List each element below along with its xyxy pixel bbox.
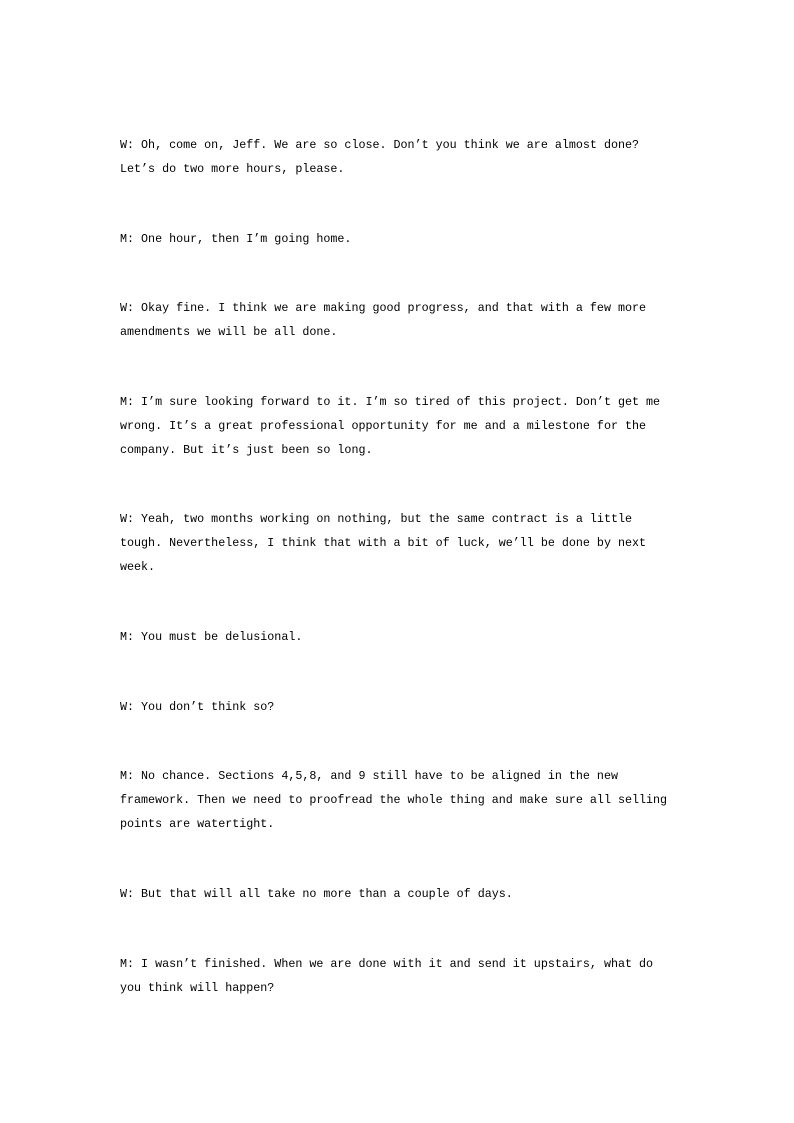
text-line: M: You must be delusional. <box>120 630 303 644</box>
dialogue-paragraph <box>120 882 513 906</box>
dialogue-paragraph <box>120 695 274 719</box>
text-line: you think will happen? <box>120 981 275 995</box>
text-line: W: You don’t think so? <box>120 700 275 714</box>
dialogue-paragraph <box>120 296 646 344</box>
text-line: company. But it’s just been so long. <box>120 443 373 457</box>
dialogue-paragraph <box>120 952 653 1000</box>
dialogue-paragraph <box>120 227 351 251</box>
dialogue-paragraph <box>120 625 302 649</box>
text-line: tough. Nevertheless, I think that with a bit of luck, we’ll be done by next <box>120 536 647 550</box>
dialogue-paragraph <box>120 133 639 181</box>
text-line: M: One hour, then I’m going home. <box>120 232 352 246</box>
text-line: M: I’m sure looking forward to it. I’m so tired of this project. Don’t get me <box>120 395 661 409</box>
text-line: W: But that will all take no more than a couple of days. <box>120 887 513 901</box>
text-line: wrong. It’s a great professional opportunity for me and a milestone for the <box>120 419 647 433</box>
text-line: framework. Then we need to proofread the whole thing and make sure all selling <box>120 793 668 807</box>
text-line: W: Yeah, two months working on nothing, but the same contract is a little <box>120 512 632 526</box>
dialogue-paragraph <box>120 390 660 462</box>
text-line: M: I wasn’t finished. When we are done with it and send it upstairs, what do <box>120 957 654 971</box>
text-line: amendments we will be all done. <box>120 325 338 339</box>
dialogue-paragraph <box>120 764 667 836</box>
text-line: Let’s do two more hours, please. <box>120 162 345 176</box>
text-line: W: Oh, come on, Jeff. We are so close. Don’t you think we are almost done? <box>120 138 640 152</box>
text-line: M: No chance. Sections 4,5,8, and 9 still have to be aligned in the new <box>120 769 618 783</box>
text-line: W: Okay fine. I think we are making good progress, and that with a few more <box>120 301 647 315</box>
text-line: week. <box>120 560 156 574</box>
text-line: points are watertight. <box>120 817 275 831</box>
dialogue-paragraph <box>120 507 646 579</box>
